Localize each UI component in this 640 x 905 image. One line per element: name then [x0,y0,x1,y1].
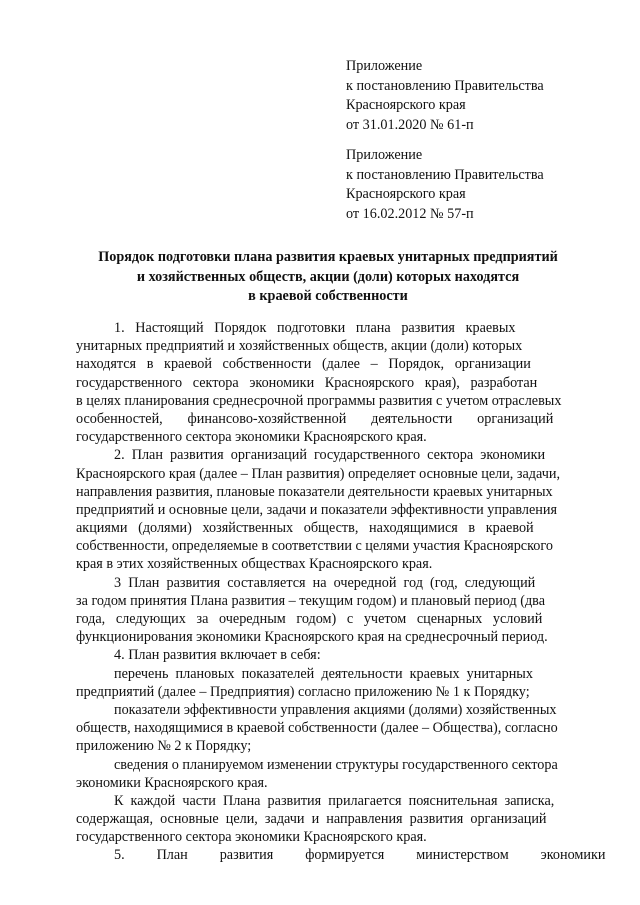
explanatory-note-line: К каждой части Плана развития прилагается пояснительная записка, [114,792,555,809]
title-line: в краевой собственности [248,288,408,304]
appendix-region: Красноярского края [346,97,466,113]
paragraph-1-line: в целях планирования среднесрочной программы развития с учетом отраслевых [76,392,562,409]
paragraph-1-line: государственного сектора экономики Красноярского края. [76,429,427,446]
paragraph-2-line: направления развития, плановые показатели деятельности краевых унитарных [76,483,553,500]
paragraph-5-line: 5. План развития формируется министерством экономики [114,847,606,864]
paragraph-3-line: 3 План развития составляется на очередной год (год, следующий [114,574,536,591]
list-item-line: приложению № 2 к Порядку; [76,738,252,755]
paragraph-2-line: Красноярского края (далее – План развития) определяет основные цели, задачи, [76,465,561,482]
appendix-header-2020 [346,57,626,135]
title-line: и хозяйственных обществ, акции (доли) которых находятся [136,268,520,285]
list-item-line: перечень плановых показателей деятельности краевых унитарных [114,665,533,682]
paragraph-2-line: собственности, определяемые в соответствии с целями участия Красноярского [76,538,553,555]
appendix-resolution-ref: к постановлению Правительства [346,77,544,94]
list-item-line: экономики Красноярского края. [76,774,268,791]
paragraph-3-line: года, следующих за очередным годом) с учетом сценарных условий [76,611,543,627]
appendix-date-number: от 31.01.2020 № 61-п [346,116,474,133]
paragraph-3-line: функционирования экономики Красноярского края на среднесрочный период. [76,629,548,646]
appendix-resolution-ref: к постановлению Правительства [346,166,544,183]
explanatory-note-line: содержащая, основные цели, задачи и направления развития организаций [76,811,547,828]
appendix-label: Приложение [346,58,423,74]
paragraph-2-line: предприятий и основные цели, задачи и показатели эффективности управления [76,501,557,518]
paragraph-2-line: 2. План развития организаций государственного сектора экономики [114,447,546,464]
list-item-line: обществ, находящимися в краевой собственности (далее – Общества), согласно [76,720,558,737]
paragraph-3-line: за годом принятия Плана развития – текущим годом) и плановый период (два [76,592,545,609]
appendix-region: Красноярского края [346,186,466,202]
list-item-line: предприятий (далее – Предприятия) согласно приложению № 1 к Порядку; [76,683,530,700]
document-body [76,319,606,865]
appendix-date-number: от 16.02.2012 № 57-п [346,205,474,222]
paragraph-2-line: края в этих хозяйственных обществах Красноярского края. [76,556,433,573]
list-item-line: показатели эффективности управления акциями (долями) хозяйственных [114,701,557,718]
appendix-label: Приложение [346,147,423,163]
paragraph-4-line: 4. План развития включает в себя: [114,647,321,664]
paragraph-1-line: находятся в краевой собственности (далее – Порядок, организации [76,356,531,373]
explanatory-note-line: государственного сектора экономики Красноярского края. [76,829,427,846]
appendix-header-2012 [346,146,626,224]
title-line: Порядок подготовки плана развития краевых унитарных предприятий [98,249,558,265]
paragraph-1-line: унитарных предприятий и хозяйственных обществ, акции (доли) которых [76,338,523,355]
paragraph-1-line: государственного сектора экономики Красноярского края), разработан [76,374,538,391]
paragraph-1-line: особенностей, финансово-хозяйственной деятельности организаций [76,410,554,427]
list-item-line: сведения о планируемом изменении структуры государственного сектора [114,756,558,773]
paragraph-1-line: 1. Настоящий Порядок подготовки плана развития краевых [114,320,516,336]
document-title [60,248,596,307]
paragraph-2-line: акциями (долями) хозяйственных обществ, находящимися в краевой [76,520,534,537]
